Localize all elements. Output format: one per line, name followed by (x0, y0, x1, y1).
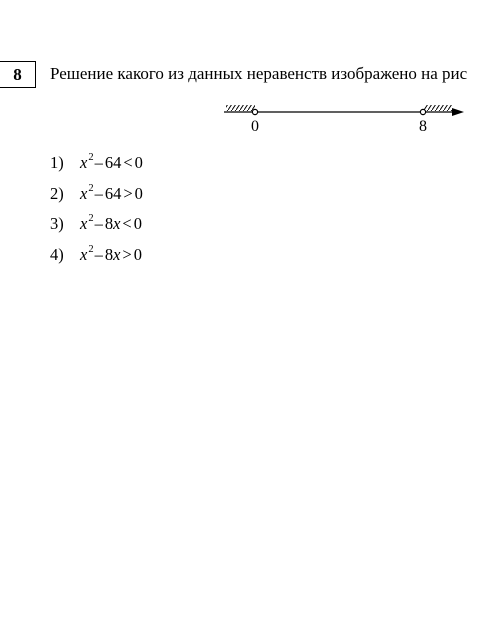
option-number: 2) (50, 183, 64, 203)
answer-options (50, 148, 143, 270)
option-number: 1) (50, 153, 64, 173)
task-number-box (0, 61, 36, 88)
option-2[interactable] (50, 179, 143, 210)
option-3[interactable] (50, 209, 143, 240)
option-expression: x 2 – 8 x < 0 (80, 213, 142, 234)
point-8-label: 8 (419, 118, 427, 135)
option-expression: x 2 – 64 > 0 (80, 182, 143, 203)
option-4[interactable] (50, 240, 143, 271)
option-number: 3) (50, 214, 64, 234)
question-text: Решение какого из данных неравенств изображено на рис (50, 64, 468, 83)
hatch-left (226, 105, 255, 111)
hatch-right (424, 105, 452, 111)
task-number: 8 (13, 64, 22, 84)
axis-arrow-icon (452, 108, 464, 116)
point-0-label: 0 (251, 118, 259, 135)
number-line-figure (0, 98, 480, 138)
option-1[interactable] (50, 148, 143, 179)
point-0 (252, 109, 257, 114)
option-expression: x 2 – 8 x > 0 (80, 243, 142, 264)
option-number: 4) (50, 244, 64, 264)
option-expression: x 2 – 64 < 0 (80, 152, 143, 173)
point-8 (420, 109, 425, 114)
